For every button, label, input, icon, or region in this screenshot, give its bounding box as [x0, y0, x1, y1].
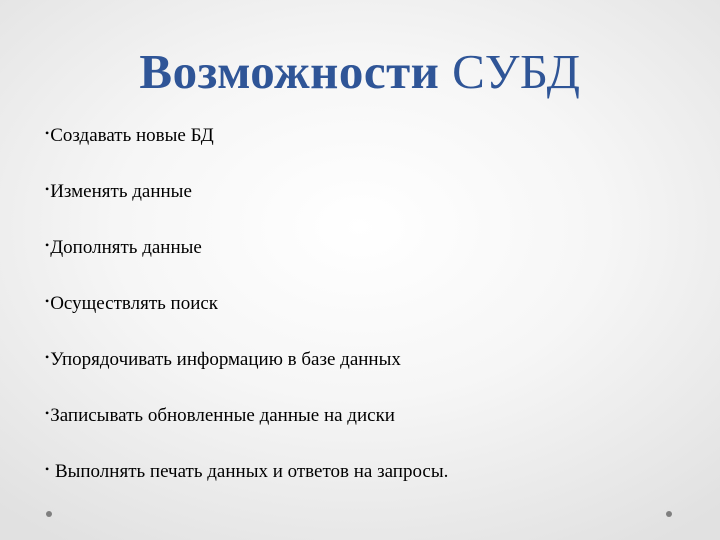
- bullet-item-create-db: [45, 118, 448, 174]
- bullet-icon: •: [45, 126, 50, 140]
- bullet-item-print: [45, 454, 448, 510]
- bullet-icon: •: [45, 462, 50, 476]
- bullet-text: Записывать обновленные данные на диски: [50, 405, 395, 426]
- bullet-icon: •: [45, 350, 50, 364]
- bullet-icon: •: [45, 182, 50, 196]
- bullet-item-modify-data: [45, 174, 448, 230]
- bullet-text: Упорядочивать информацию в базе данных: [50, 349, 401, 370]
- bullet-text: Выполнять печать данных и ответов на запросы.: [50, 461, 449, 482]
- slide-title-bold: Возможности: [139, 44, 440, 99]
- bullet-item-append-data: [45, 230, 448, 286]
- bullet-item-write: [45, 398, 448, 454]
- bullet-item-search: [45, 286, 448, 342]
- nav-dot-left-icon[interactable]: [46, 511, 52, 517]
- bullet-icon: •: [45, 406, 50, 420]
- slide-title-regular: СУБД: [452, 44, 581, 99]
- bullet-icon: •: [45, 238, 50, 252]
- bullet-text: Дополнять данные: [50, 237, 202, 258]
- bullet-text: Создавать новые БД: [50, 125, 214, 146]
- bullet-text: Осуществлять поиск: [50, 293, 219, 314]
- nav-dot-right-icon[interactable]: [666, 511, 672, 517]
- bullet-list: [45, 118, 448, 510]
- bullet-text: Изменять данные: [50, 181, 192, 202]
- bullet-item-sort: [45, 342, 448, 398]
- slide-title: [0, 42, 720, 102]
- bullet-icon: •: [45, 294, 50, 308]
